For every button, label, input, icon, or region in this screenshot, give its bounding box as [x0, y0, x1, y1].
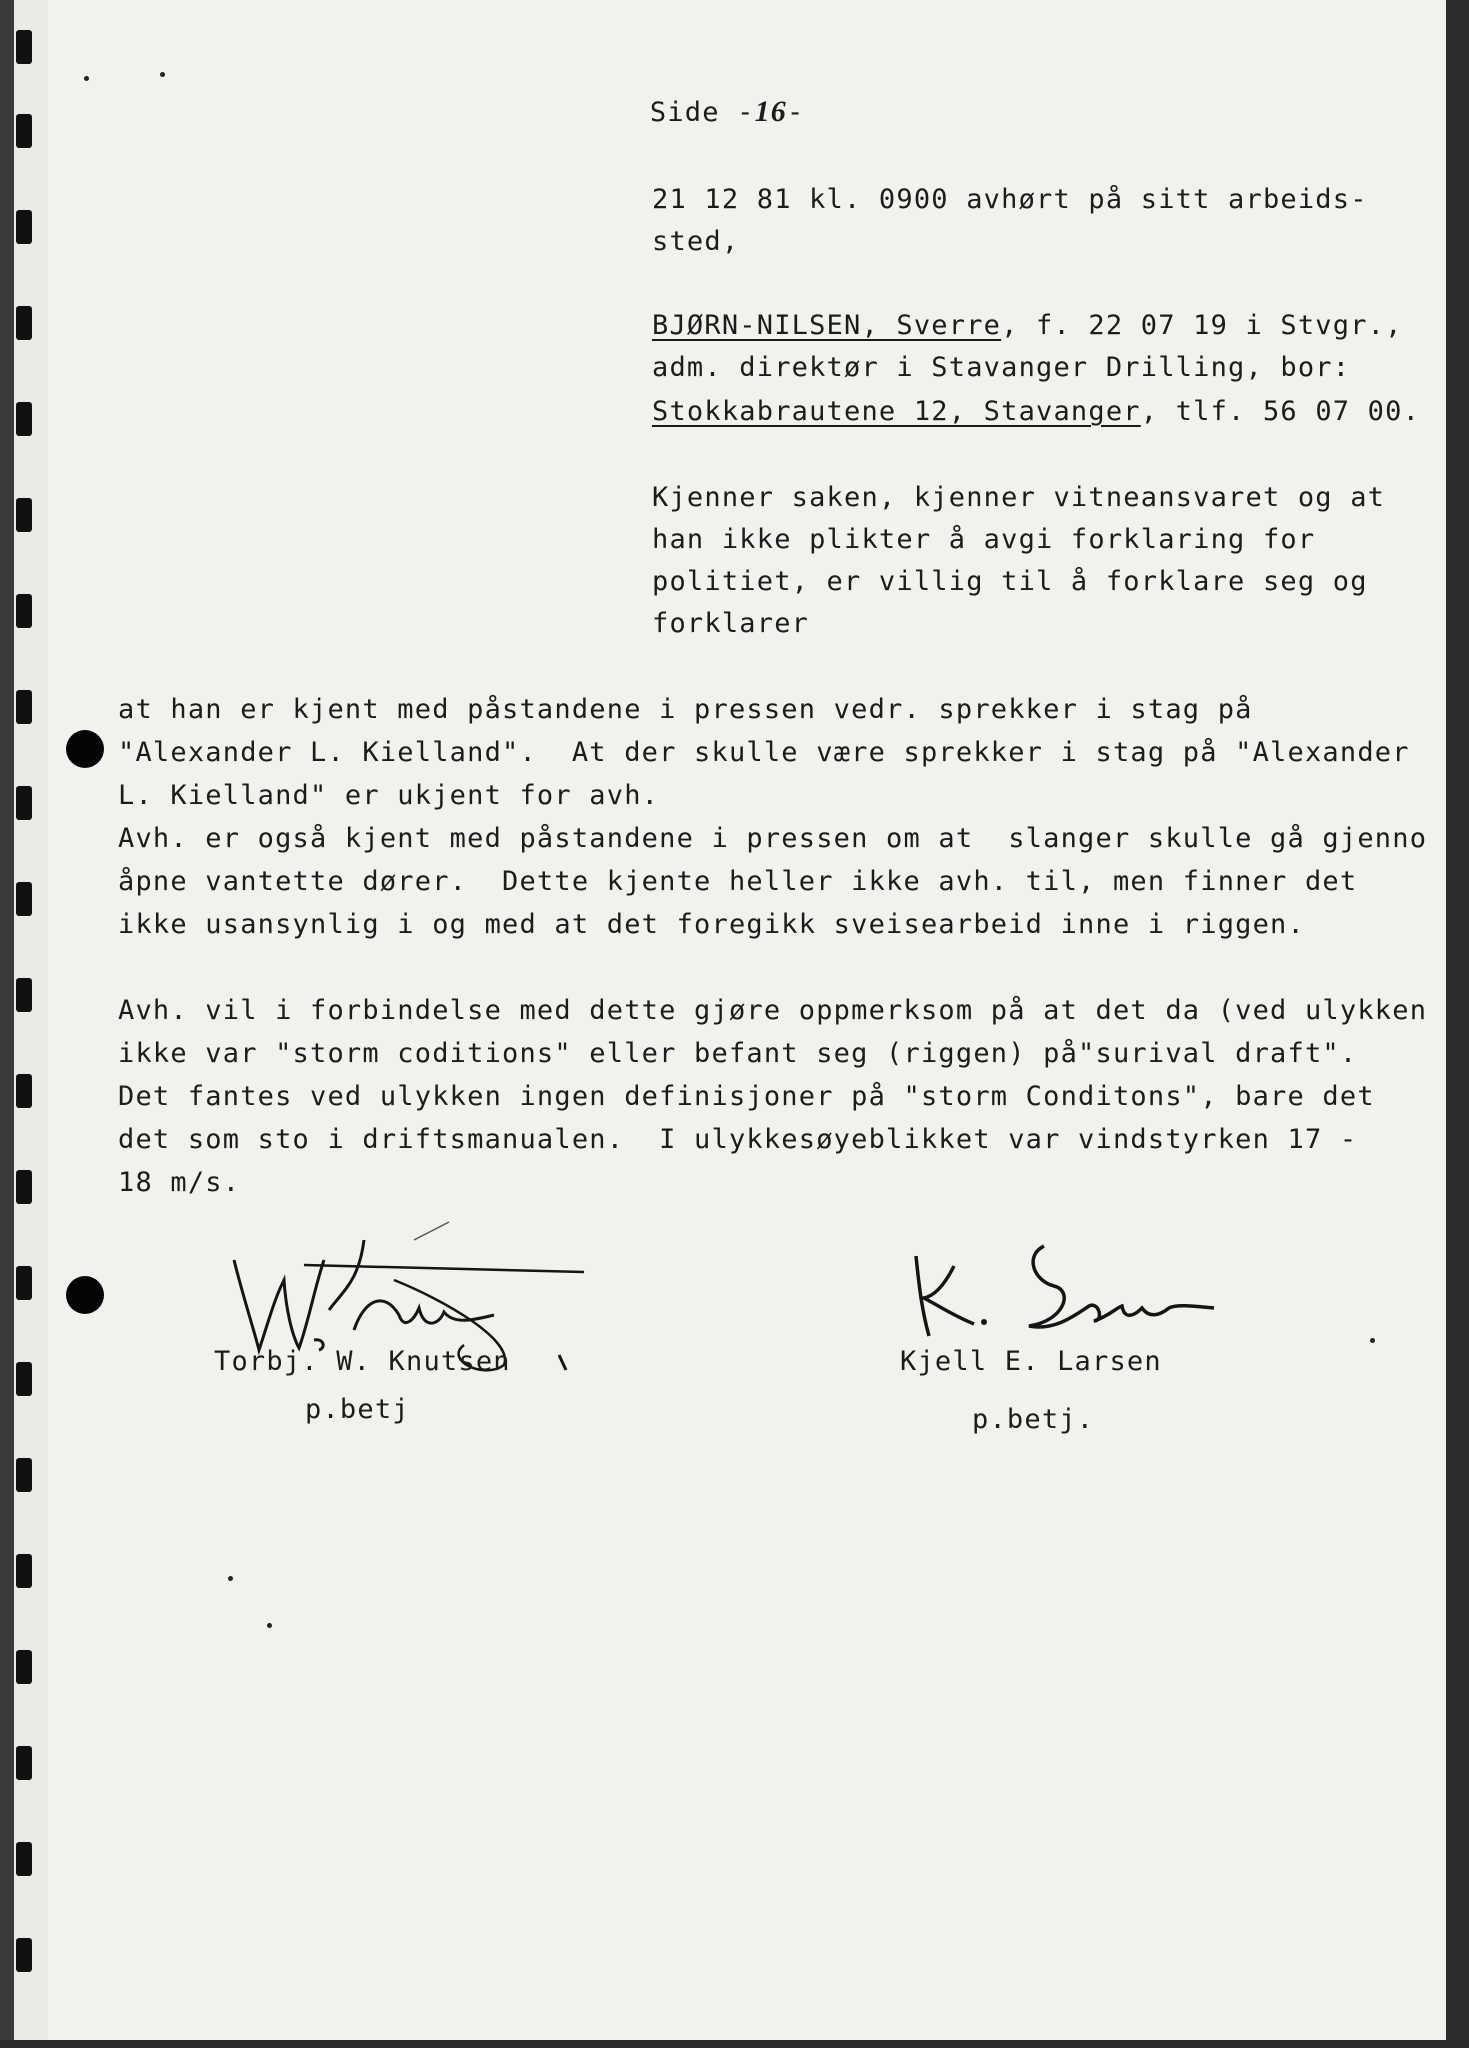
signature-1-title: p.betj: [305, 1394, 410, 1425]
statement-2-line-5: 18 m/s.: [118, 1167, 241, 1198]
binding-strip: [14, 0, 48, 2040]
statement-2-line-3: Det fantes ved ulykken ingen definisjoner på "storm Conditons", bare det: [118, 1081, 1375, 1112]
statement-1-line-6: ikke usansynlig i og med at det foregikk sveisearbeid inne i riggen.: [118, 909, 1305, 940]
witness-name: BJØRN-NILSEN, Sverre: [652, 310, 1002, 341]
statement-1-line-3: L. Kielland" er ukjent for avh.: [118, 780, 660, 811]
page-number: 16: [754, 95, 787, 128]
witness-line-3: [652, 396, 1420, 427]
signature-2-name: Kjell E. Larsen: [900, 1346, 1162, 1377]
statement-1-line-2: "Alexander L. Kielland". At der skulle være sprekker i stag på "Alexander: [118, 737, 1410, 768]
witness-phone: , tlf. 56 07 00.: [1140, 396, 1421, 427]
statement-1-line-4: Avh. er også kjent med påstandene i pressen om at slanger skulle gå gjenno: [118, 823, 1428, 854]
punch-hole-top: [66, 730, 104, 768]
witness-birth: , f. 22 07 19 i Stvgr.,: [1001, 310, 1403, 341]
page-header: Side -16-: [649, 95, 805, 128]
statement-1-line-1: at han er kjent med påstandene i pressen vedr. sprekker i stag på: [118, 694, 1253, 725]
statement-1-line-5: åpne vantette dører. Dette kjente heller ikke avh. til, men finner det: [118, 866, 1358, 897]
signature-2-title: p.betj.: [972, 1404, 1095, 1435]
notice-line-4: forklarer: [652, 608, 810, 639]
notice-line-2: han ikke plikter å avgi forklaring for: [652, 524, 1316, 555]
punch-hole-bottom: [66, 1276, 104, 1314]
intro-line-2: sted,: [652, 226, 740, 257]
scan-border-right: [1446, 0, 1469, 2048]
witness-address: Stokkabrautene 12, Stavanger: [652, 396, 1141, 427]
document-page: [14, 0, 1454, 2040]
statement-2-line-2: ikke var "storm coditions" eller befant seg (riggen) på"surival draft".: [118, 1038, 1358, 1069]
witness-line-1: [652, 310, 1403, 341]
statement-2-line-1: Avh. vil i forbindelse med dette gjøre oppmerksom på at det da (ved ulykken: [118, 995, 1428, 1026]
statement-2-line-4: det som sto i driftsmanualen. I ulykkesøyeblikket var vindstyrken 17 -: [118, 1124, 1358, 1155]
witness-line-2: adm. direktør i Stavanger Drilling, bor:: [652, 352, 1351, 383]
signature-1-name: Torbj. W. Knutsen: [214, 1346, 511, 1377]
intro-line-1: 21 12 81 kl. 0900 avhørt på sitt arbeids-: [652, 184, 1368, 215]
notice-line-3: politiet, er villig til å forklare seg og: [652, 566, 1368, 597]
signature-larsen: [894, 1236, 1224, 1346]
scan-border-bottom: [0, 2040, 1469, 2048]
notice-line-1: Kjenner saken, kjenner vitneansvaret og at: [652, 482, 1386, 513]
